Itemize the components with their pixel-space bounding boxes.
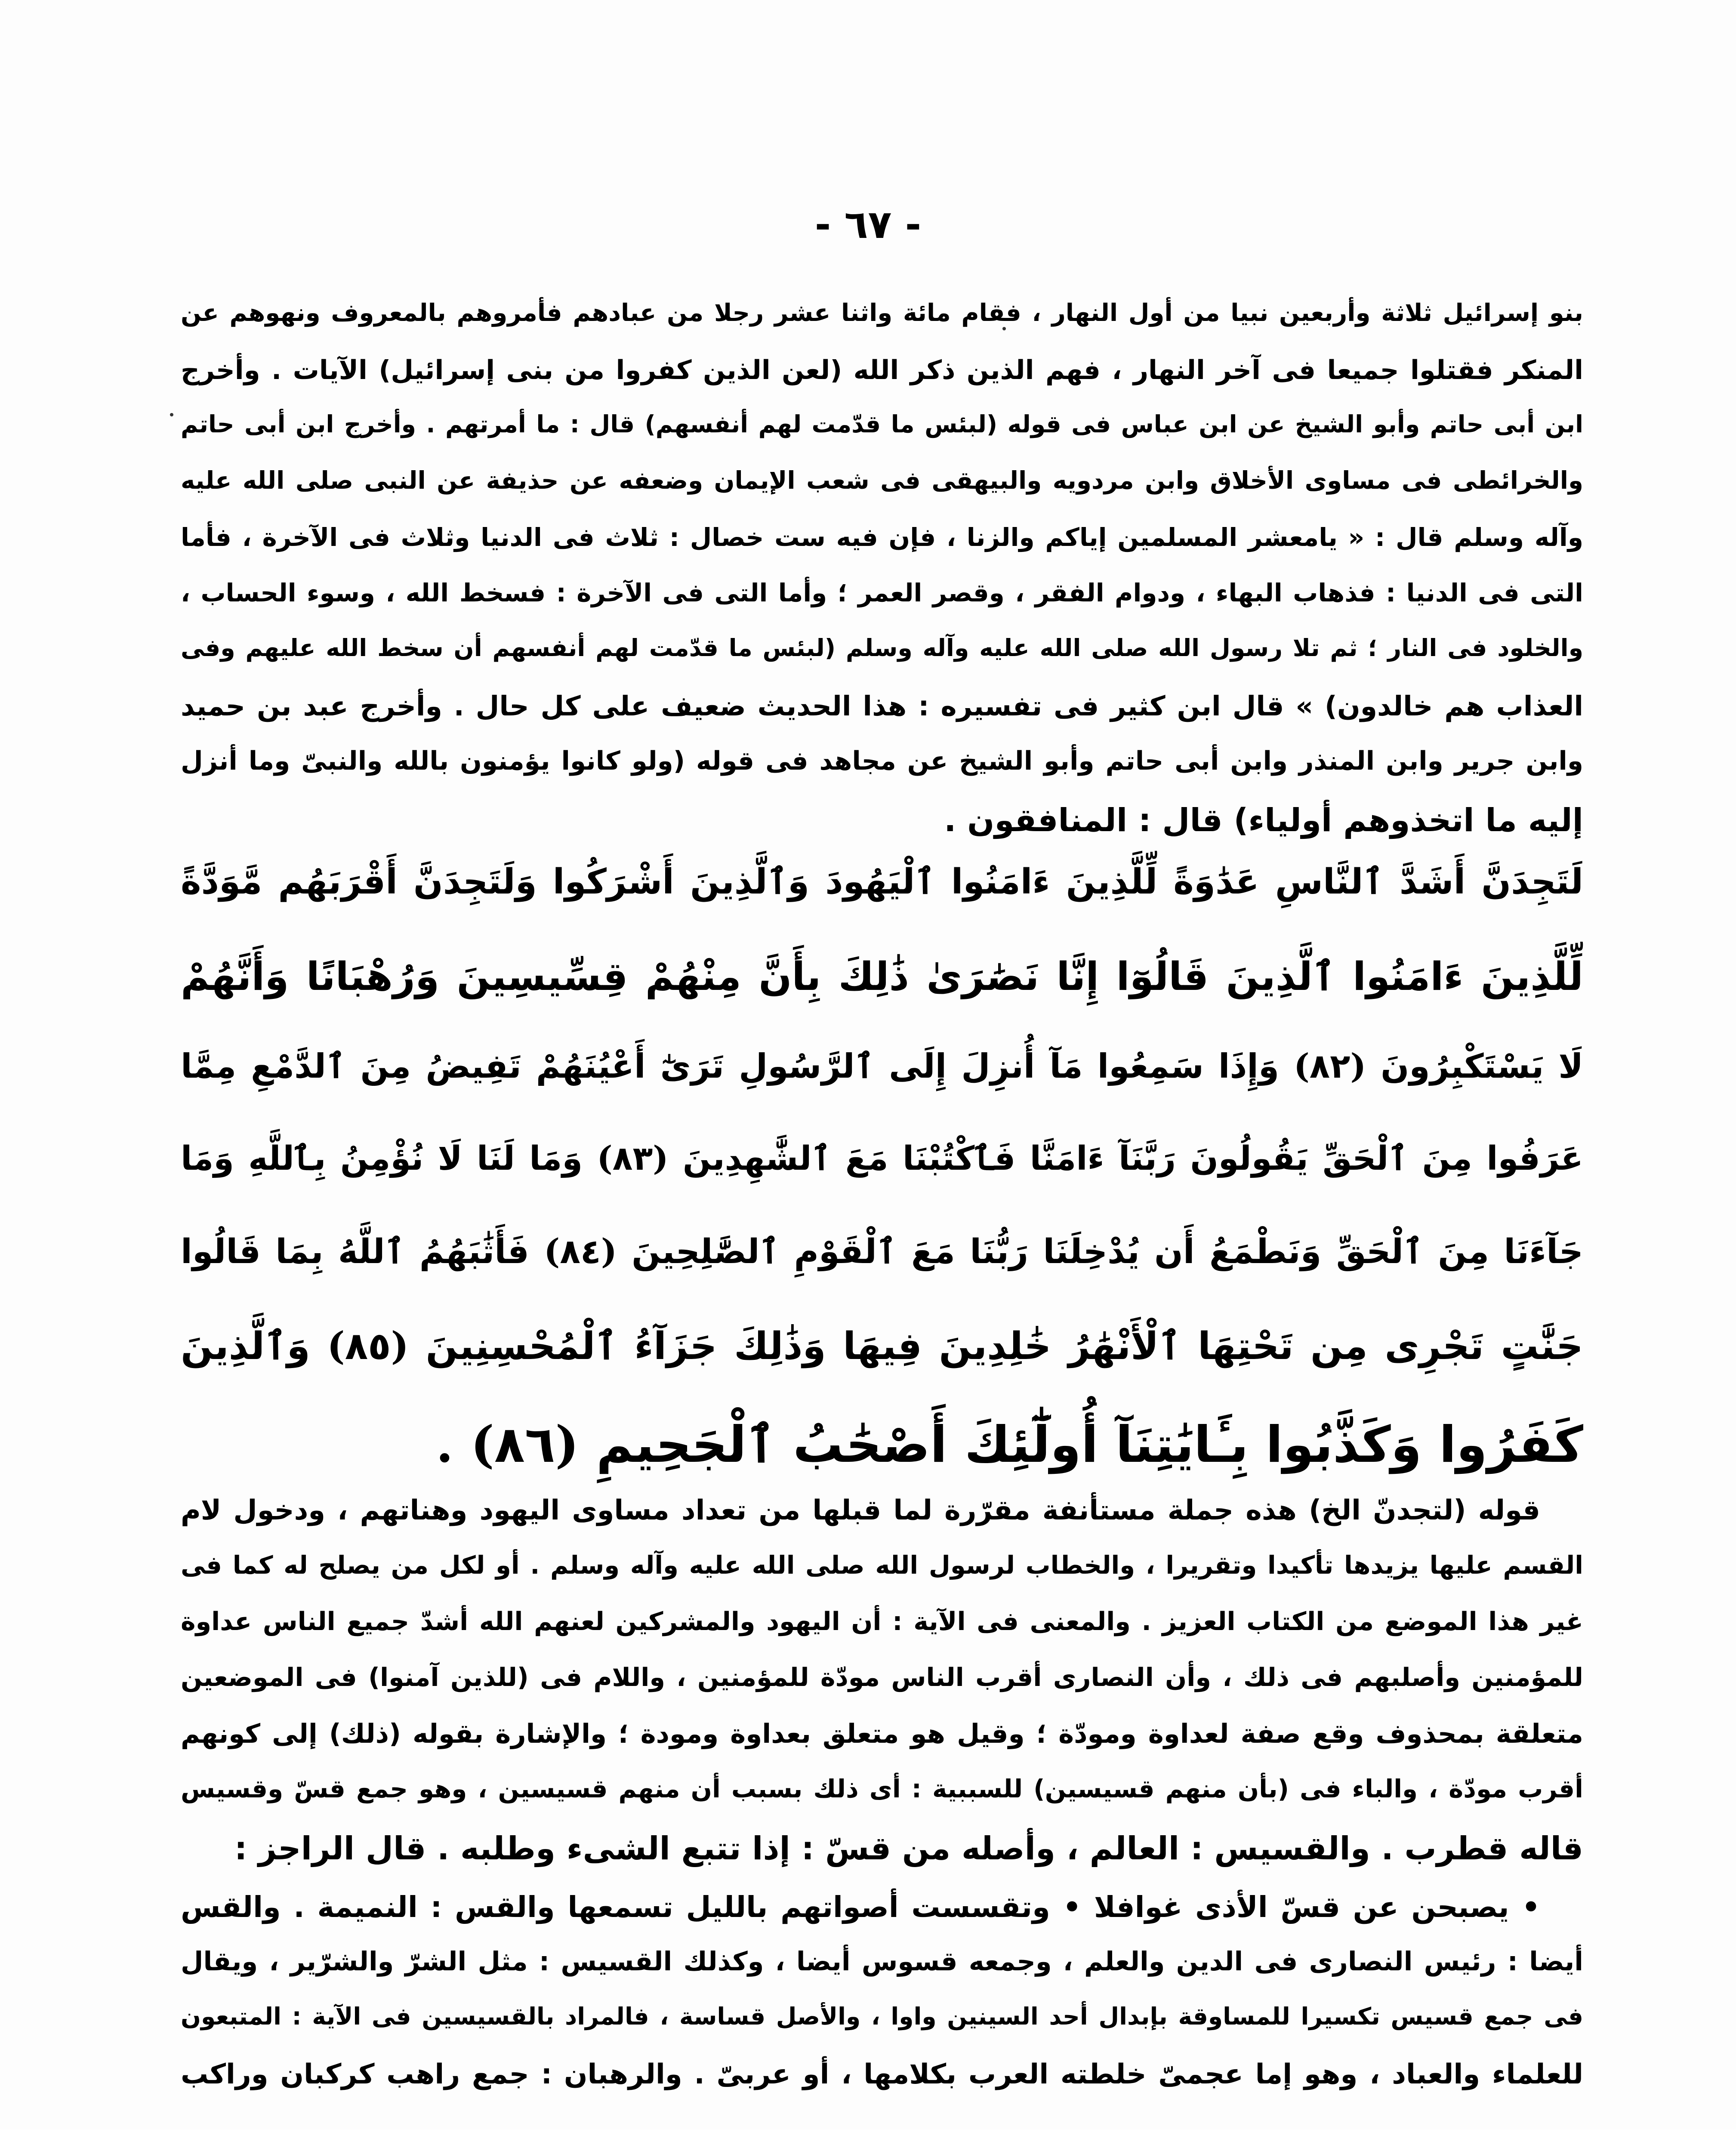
line-text: التى فى الدنيا : فذهاب البهاء ، ودوام الفقر ، وقصر العمر ؛ وأما التى فى الآخرة : فسخط الله ، وسوء الحساب ،: [181, 578, 1583, 607]
line-text: قوله (لتجدنّ الخ) هذه جملة مستأنفة مقرّرة لما قبلها من تعداد مساوى اليهود وهناتهم ، ودخول لام: [181, 1495, 1540, 1526]
line-text: بنو إسرائيل ثلاثة وأربعين نبيا من أول النهار ، فقام مائة واثنا عشر رجلا من عبادهم فأمروهم بالمعروف ونهوهم عن: [181, 299, 1583, 327]
commentary-line: [181, 1609, 1583, 1652]
commentary-line: [181, 1662, 1583, 1708]
line-text: لِّلَّذِينَ ءَامَنُوا ٱلَّذِينَ قَالُوٓا إِنَّا نَصَٰرَىٰ ذَٰلِكَ بِأَنَّ مِنْهُمْ قِسِّيسِينَ وَرُهْبَانًا وَأَنَّهُمْ: [181, 954, 1583, 999]
paragraph-line: [181, 301, 1583, 344]
line-text: جَآءَنَا مِنَ ٱلْحَقِّ وَنَطْمَعُ أَن يُدْخِلَنَا رَبُّنَا مَعَ ٱلْقَوْمِ ٱلصَّٰلِحِينَ (٨٤) فَأَثَٰبَهُمُ ٱللَّهُ بِمَا قَالُوا: [181, 1232, 1583, 1271]
line-text: أيضا : رئيس النصارى فى الدين والعلم ، وجمعه قسوس أيضا ، وكذلك القسيس : مثل الشرّ والشرّير ، ويقال: [181, 1947, 1583, 1977]
line-text: وآله وسلم قال : « يامعشر المسلمين إياكم والزنا ، فإن فيه ست خصال : ثلاث فى الدنيا وثلاث فى الآخرة ، فأما: [181, 523, 1583, 552]
line-text: متعلقة بمحذوف وقع صفة لعداوة ومودّة ؛ وقيل هو متعلق بعداوة ومودة ؛ والإشارة بقوله (ذلك) إلى كونهم: [181, 1719, 1583, 1749]
line-text: لَا يَسْتَكْبِرُونَ (٨٢) وَإِذَا سَمِعُوا مَآ أُنزِلَ إِلَى ٱلرَّسُولِ تَرَىٰٓ أَعْيُنَهُمْ تَفِيضُ مِنَ ٱلدَّمْعِ مِمَّا: [181, 1047, 1584, 1086]
line-text: فى جمع قسيس تكسيرا للمساوقة بإبدال أحد السينين واوا ، والأصل قساسة ، فالمراد بالقسيسين فى الآية : المتبعون: [181, 2003, 1583, 2030]
line-text: • يصبحن عن قسّ الأذى غوافلا • وتقسست أصواتهم بالليل تسمعها والقس : النميمة . والقس: [181, 1890, 1540, 1924]
commentary-line: [181, 1721, 1583, 1764]
quran-verse-line: [181, 1232, 1583, 1304]
commentary-line: [181, 1553, 1583, 1596]
line-text: وابن جرير وابن المنذر وابن أبى حاتم وأبو الشيخ عن مجاهد فى قوله (ولو كانوا يؤمنون بالله والنبىّ وما أنزل: [181, 746, 1583, 776]
line-text: القسم عليها يزيدها تأكيدا وتقريرا ، والخطاب لرسول الله صلى الله عليه وآله وسلم . أو لكل من يصلح له كما فى: [181, 1551, 1583, 1580]
line-text: للعلماء والعباد ، وهو إما عجمىّ خلطته العرب بكلامها ، أو عربىّ . والرهبان : جمع راهب كركبان وراكب: [181, 2059, 1583, 2090]
paragraph-line: [181, 690, 1583, 736]
quran-verse-line: [181, 954, 1583, 1026]
line-text: ابن أبى حاتم وأبو الشيخ عن ابن عباس فى قوله (لبئس ما قدّمت لهم أنفسهم) قال : ما أمرتهم . وأخرج ابن أبى حاتم: [181, 411, 1583, 438]
line-text: كَفَرُوا وَكَذَّبُوا بِـَٔايَٰتِنَآ أُولَٰٓئِكَ أَصْحَٰبُ ٱلْجَحِيمِ (٨٦) .: [436, 1415, 1583, 1474]
commentary-line: [181, 1830, 1583, 1876]
quran-verse-line: [181, 1415, 1583, 1488]
line-text: عَرَفُوا مِنَ ٱلْحَقِّ يَقُولُونَ رَبَّنَآ ءَامَنَّا فَٱكْتُبْنَا مَعَ ٱلشَّٰهِدِينَ (٨٣) وَمَا لَنَا لَا نُؤْمِنُ بِٱللَّهِ وَمَا: [181, 1139, 1583, 1178]
quran-verse-line: [181, 1047, 1584, 1119]
page-number: - ٦٧ -: [814, 202, 922, 247]
commentary-line: [181, 2005, 1583, 2048]
commentary-line: [181, 1774, 1583, 1820]
line-text: والخلود فى النار ؛ ثم تلا رسول الله صلى الله عليه وآله وسلم (لبئس ما قدّمت لهم أنفسهم أن سخط الله عليهم وفى: [181, 635, 1583, 662]
line-text: قاله قطرب . والقسيس : العالم ، وأصله من قسّ : إذا تتبع الشىء وطلبه . قال الراجز :: [234, 1830, 1583, 1867]
paragraph-line: [181, 413, 1583, 456]
paragraph-line: [181, 469, 1583, 512]
paragraph-line: [181, 357, 1583, 400]
paragraph-line: [181, 578, 1583, 624]
line-text: المنكر فقتلوا جميعا فى آخر النهار ، فهم الذين ذكر الله (لعن الذين كفروا من بنى إسرائيل) الآيات . وأخرج: [181, 355, 1583, 385]
quran-verse-line: [181, 1324, 1583, 1396]
line-text: لَتَجِدَنَّ أَشَدَّ ٱلنَّاسِ عَدَٰوَةً لِّلَّذِينَ ءَامَنُوا ٱلْيَهُودَ وَٱلَّذِينَ أَشْرَكُوا وَلَتَجِدَنَّ أَقْرَبَهُم مَّوَدَّةً: [181, 861, 1583, 902]
line-text: جَنَّٰتٍ تَجْرِى مِن تَحْتِهَا ٱلْأَنْهَٰرُ خَٰلِدِينَ فِيهَا وَذَٰلِكَ جَزَآءُ ٱلْمُحْسِنِينَ (٨٥) وَٱلَّذِينَ: [181, 1324, 1583, 1368]
line-text: إليه ما اتخذوهم أولياء) قال : المنافقون .: [944, 802, 1583, 839]
paragraph-line: [181, 746, 1583, 792]
commentary-line: [181, 1949, 1583, 1992]
quran-verse-line: [181, 1139, 1583, 1211]
commentary-line: [181, 2061, 1583, 2104]
poem-verse-line: [181, 1890, 1540, 1936]
line-text: والخرائطى فى مساوى الأخلاق وابن مردويه والبيهقى فى شعب الإيمان وضعفه عن حذيفة عن النبى صلى الله عليه: [181, 467, 1583, 495]
line-text: العذاب هم خالدون) » قال ابن كثير فى تفسيره : هذا الحديث ضعيف على كل حال . وأخرج عبد بن حميد: [181, 690, 1583, 722]
commentary-line: [181, 1497, 1540, 1540]
line-text: للمؤمنين وأصلبهم فى ذلك ، وأن النصارى أقرب الناس مودّة للمؤمنين ، واللام فى (للذين آمنوا) فى الموضعين: [181, 1662, 1583, 1692]
quran-verse-line: [181, 861, 1583, 934]
paragraph-line: [181, 525, 1583, 568]
paragraph-line: [181, 804, 1583, 847]
scan-speck: [1002, 327, 1006, 330]
line-text: أقرب مودّة ، والباء فى (بأن منهم قسيسين) للسببية : أى ذلك بسبب أن منهم قسيسين ، وهو جمع قسّ وقسيس: [181, 1774, 1583, 1803]
paragraph-line: [181, 637, 1583, 680]
line-text: غير هذا الموضع من الكتاب العزيز . والمعنى فى الآية : أن اليهود والمشركين لعنهم الله أشدّ جميع الناس عداوة: [181, 1607, 1583, 1636]
scan-speck: [170, 413, 173, 416]
